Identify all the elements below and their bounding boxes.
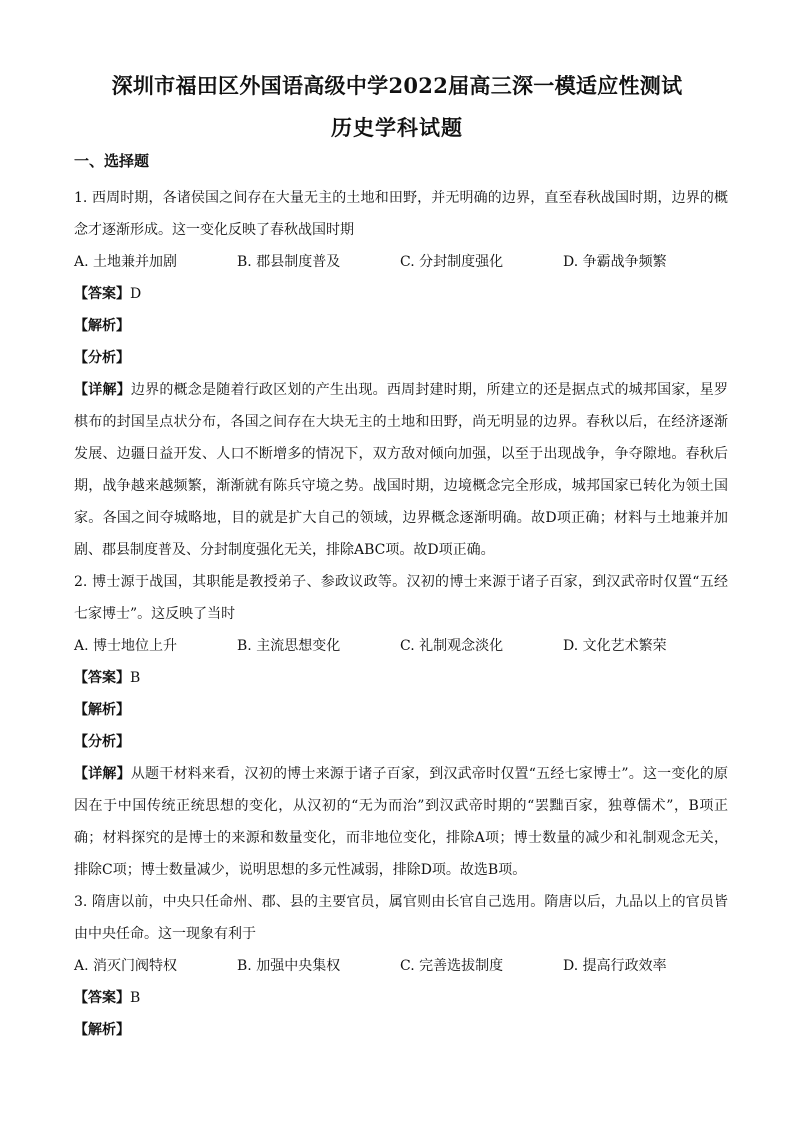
option-d: D. 提高行政效率	[563, 958, 667, 974]
section-heading: 一、选择题	[74, 152, 150, 170]
option-a: A. 土地兼并加剧	[74, 254, 178, 270]
detail-paragraph	[74, 374, 728, 566]
option-c: C. 分封制度强化	[400, 254, 504, 270]
option-b: B. 加强中央集权	[237, 958, 341, 974]
answer-label: 【答案】	[74, 670, 130, 686]
analysis-label: 【解析】	[74, 1022, 130, 1038]
detail-text: 边界的概念是随着行政区划的产生出现。西周封建时期，所建立的还是据点式的城邦国家，星罗棋布的封国呈点状分布，各国之间存在大块无主的土地和田野，尚无明显的边界。春秋以后，在经济逐渐发展、边疆日益开发、人口不断增多的情况下，双方敌对倾向加强，以至于出现战争，争夺隙地。春秋后期，战争越来越频繁，渐渐就有陈兵守境之势。战国时期，边境概念完全形成，城邦国家已转化为领土国家。各国之间夺城略地，目的就是扩大自己的领域，边界概念逐渐明确。故D项正确；材料与土地兼并加剧、郡县制度普及、分封制度强化无关，排除ABC项。故D项正确。	[74, 382, 728, 558]
answer-line	[74, 662, 728, 694]
option-a: A. 博士地位上升	[74, 638, 178, 654]
option-c: C. 礼制观念淡化	[400, 638, 504, 654]
option-d: D. 争霸战争频繁	[563, 254, 667, 270]
detail-label: 【详解】	[74, 766, 131, 782]
fenxi-line	[74, 726, 728, 758]
answer-label: 【答案】	[74, 990, 130, 1006]
analysis-line	[74, 310, 728, 342]
option-c: C. 完善选拔制度	[400, 958, 504, 974]
question-stem: 3. 隋唐以前，中央只任命州、郡、县的主要官员，属官则由长官自己选用。隋唐以后，九品以上的官员皆由中央任命。这一现象有利于	[74, 894, 728, 942]
doc-title-line2: 历史学科试题	[331, 115, 463, 140]
fenxi-label: 【分析】	[74, 734, 130, 750]
analysis-line	[74, 1014, 728, 1046]
option-b: B. 主流思想变化	[237, 638, 341, 654]
fenxi-label: 【分析】	[74, 350, 130, 366]
doc-title-line1: 深圳市福田区外国语高级中学2022届高三深一模适应性测试	[111, 73, 683, 98]
option-a: A. 消灭门阀特权	[74, 958, 178, 974]
answer-line	[74, 982, 728, 1014]
options-row	[74, 246, 728, 278]
analysis-label: 【解析】	[74, 318, 130, 334]
detail-text: 从题干材料来看，汉初的博士来源于诸子百家，到汉武帝时仅置“五经七家博士”。这一变化的原因在于中国传统正统思想的变化，从汉初的“无为而治”到汉武帝时期的“罢黜百家，独尊儒术”，B项正确；材料探究的是博士的来源和数量变化，而非地位变化，排除A项；博士数量的减少和礼制观念无关，排除C项；博士数量减少，说明思想的多元性减弱，排除D项。故选B项。	[74, 766, 729, 878]
answer-value: B	[130, 990, 141, 1006]
option-d: D. 文化艺术繁荣	[563, 638, 667, 654]
question-stem: 2. 博士源于战国，其职能是教授弟子、参政议政等。汉初的博士来源于诸子百家，到汉武帝时仅置“五经七家博士”。这反映了当时	[74, 574, 728, 622]
answer-value: B	[130, 670, 141, 686]
analysis-label: 【解析】	[74, 702, 130, 718]
options-row	[74, 630, 728, 662]
fenxi-line	[74, 342, 728, 374]
options-row	[74, 950, 728, 982]
answer-line	[74, 278, 728, 310]
analysis-line	[74, 694, 728, 726]
answer-value: D	[130, 286, 142, 302]
option-b: B. 郡县制度普及	[237, 254, 341, 270]
answer-label: 【答案】	[74, 286, 130, 302]
detail-paragraph	[74, 758, 728, 886]
questions-content	[74, 182, 728, 1046]
question-stem: 1. 西周时期，各诸侯国之间存在大量无主的土地和田野，并无明确的边界，直至春秋战国时期，边界的概念才逐渐形成。这一变化反映了春秋战国时期	[74, 190, 728, 238]
detail-label: 【详解】	[74, 382, 131, 398]
